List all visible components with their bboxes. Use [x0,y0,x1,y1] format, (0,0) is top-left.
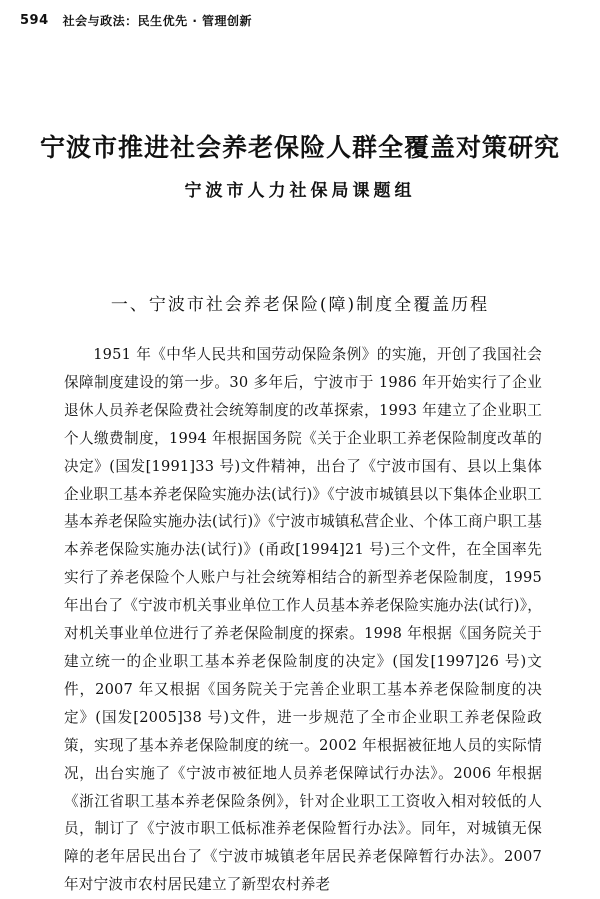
body-paragraph: 1951 年《中华人民共和国劳动保险条例》的实施，开创了我国社会保障制度建设的第一步。30 多年后，宁波市于 1986 年开始实行了企业退休人员养老保险费社会统筹制度的改革探索，1993 年建立了企业职工个人缴费制度，1994 年根据国务院《关于企业职工养老保险制度改革的决定》(国发[1991]33 号)文件精神，出台了《宁波市国有、县以上集体企业职工基本养老保险实施办法(试行)》《宁波市城镇县以下集体企业职工基本养老保险实施办法(试行)》《宁波市城镇私营企业、个体工商户职工基本养老保险实施办法(试行)》(甬政[1994]21 号)三个文件，在全国率先实行了养老保险个人账户与社会统筹相结合的新型养老保险制度，1995 年出台了《宁波市机关事业单位工作人员基本养老保险实施办法(试行)》，对机关事业单位进行了养老保险制度的探索。1998 年根据《国务院关于建立统一的企业职工基本养老保险制度的决定》(国发[1997]26 号)文件，2007 年又根据《国务院关于完善企业职工基本养老保险制度的决定》(国发[2005]38 号)文件，进一步规范了全市企业职工养老保险政策，实现了基本养老保险制度的统一。2002 年根据被征地人员的实际情况，出台实施了《宁波市被征地人员养老保障试行办法》。2006 年根据《浙江省职工基本养老保险条例》，针对企业职工工资收入相对较低的人员，制订了《宁波市职工低标准养老保险暂行办法》。同年，对城镇无保障的老年居民出台了《宁波市城镇老年居民养老保障暂行办法》。2007 年对宁波市农村居民建立了新型农村养老 [64,346,542,894]
section-heading: 一、宁波市社会养老保险(障)制度全覆盖历程 [110,295,490,315]
running-header [20,10,580,30]
running-title: 社会与政法：民生优先 · 管理创新 [62,13,253,28]
page-number: 594 [20,12,49,28]
article-author: 宁波市人力社保局课题组 [184,181,416,201]
article-title: 宁波市推进社会养老保险人群全覆盖对策研究 [39,133,560,162]
